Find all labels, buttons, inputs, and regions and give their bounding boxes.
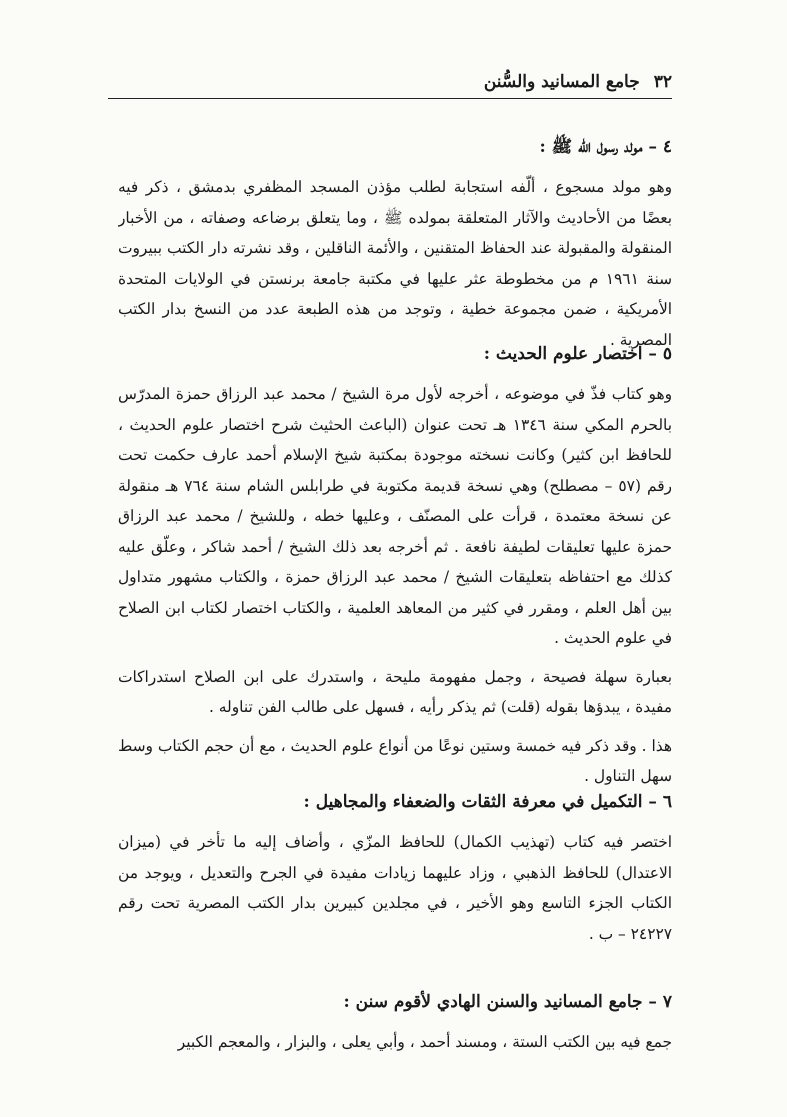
- running-header: [108, 68, 672, 96]
- running-title: جامع المسانيد والسُّنن: [483, 72, 640, 92]
- section-mawlid: [118, 132, 672, 349]
- section-jami-al-masanid: [118, 987, 672, 1077]
- section-heading: ٧ – جامع المسانيد والسنن الهادي لأقوم سنن :: [343, 992, 672, 1012]
- section-paragraph: اختصر فيه كتاب (تهذيب الكمال) للحافظ المزّي ، وأضاف إليه ما تأخر في (ميزان الاعتدال) للحافظ الذهبي ، وزاد عليهما زيادات مفيدة في الجرح والتعديل ، ويوجد من الكتاب الجزء التاسع وهو الأخير ، في مجلدين كبيرين بدار الكتب المصرية تحت رقم ٢٤٢٢٧ – ب .: [118, 833, 672, 943]
- section-heading: ٥ – اختصار علوم الحديث :: [483, 344, 672, 364]
- section-paragraph: وهو مولد مسجوع ، ألّفه استجابة لطلب مؤذن المسجد المظفري بدمشق ، ذكر فيه بعضًا من الأحاديث والآثار المتعلقة بمولده ﷺ ، وما يتعلق برضاعه وصفاته ، من الأخبار المنقولة والمقبولة عند الحفاظ المتقنين ، والأئمة الناقلين ، وقد نشرته دار الكتب ببيروت سنة ١٩٦١ م من مخطوطة عثر عليها في مكتبة جامعة برنستن في الولايات المتحدة الأمريكية ، ضمن مجموعة خطية ، وتوجد من هذه الطبعة عدد من النسخ بدار الكتب المصرية .: [118, 178, 672, 349]
- section-al-takmil: [118, 787, 672, 987]
- section-paragraph: جمع فيه بين الكتب الستة ، ومسند أحمد ، وأبي يعلى ، والبزار ، والمعجم الكبير: [177, 1033, 672, 1051]
- section-ikhtisar-ulum-al-hadith: [118, 339, 672, 787]
- section-heading: ٦ – التكميل في معرفة الثقات والضعفاء والمجاهيل :: [303, 792, 672, 812]
- page-number: ٣٢: [653, 72, 672, 92]
- section-paragraph: بعبارة سهلة فصيحة ، وجمل مفهومة مليحة ، واستدرك على ابن الصلاح استدراكات مفيدة ، يبدؤها بقوله (قلت) ثم يذكر رأيه ، فسهل على طالب الفن تناوله .: [118, 667, 672, 716]
- header-divider: [108, 98, 672, 99]
- section-heading: ٤ – مولد رسول الله ﷺ :: [539, 137, 672, 157]
- page-content: [118, 132, 672, 1092]
- section-paragraph: هذا . وقد ذكر فيه خمسة وستين نوعًا من أنواع علوم الحديث ، مع أن حجم الكتاب وسط سهل التناول .: [118, 736, 672, 785]
- section-paragraph: وهو كتاب فذّ في موضوعه ، أخرجه لأول مرة الشيخ / محمد عبد الرزاق حمزة المدرّس بالحرم المكي سنة ١٣٤٦ هـ تحت عنوان (الباعث الحثيث شرح اختصار علوم الحديث ، للحافظ ابن كثير) وكانت نسخته موجودة بمكتبة شيخ الإسلام أحمد عارف حكمت تحت رقم (٥٧ – مصطلح) وهي نسخة قديمة مكتوبة في طرابلس الشام سنة ٧٦٤ هـ منقولة عن نسخة معتمدة ، قرأت على المصنّف ، وعليها خطه ، وللشيخ / محمد عبد الرزاق حمزة عليها تعليقات لطيفة نافعة . ثم أخرجه بعد ذلك الشيخ / أحمد شاكر ، وعلّق عليه كذلك مع احتفاظه بتعليقات الشيخ / محمد عبد الرزاق حمزة ، والكتاب مشهور متداول بين أهل العلم ، ومقرر في كثير من المعاهد العلمية ، والكتاب اختصار لكتاب ابن الصلاح في علوم الحديث .: [118, 385, 672, 647]
